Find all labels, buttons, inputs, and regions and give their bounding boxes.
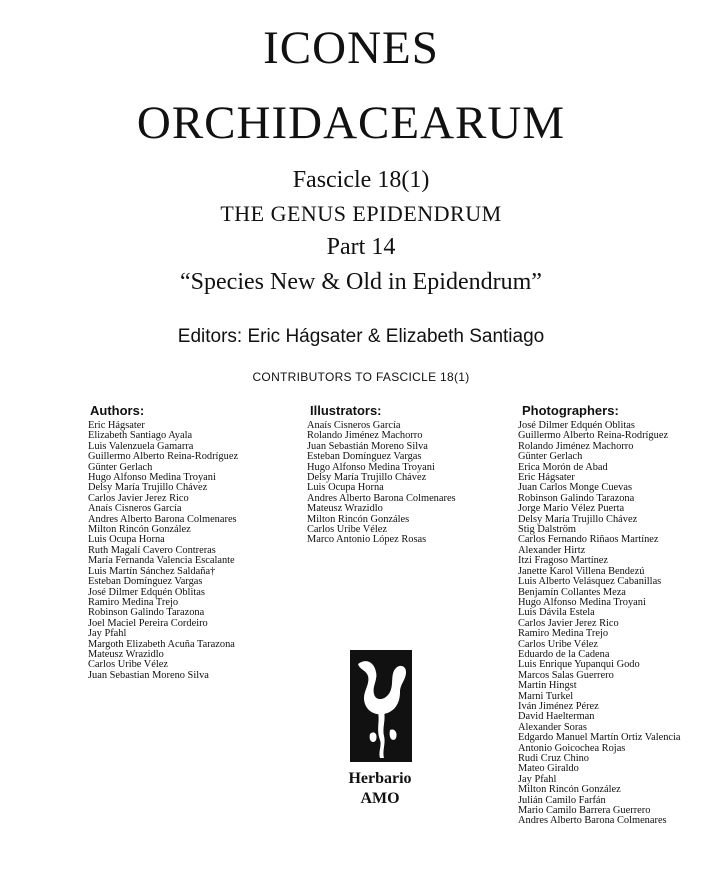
contributor-name: Juan Sebastián Moreno Silva bbox=[307, 440, 428, 452]
contributor-name: José Dilmer Edquén Oblitas bbox=[518, 420, 635, 431]
contributor-name: Janette Karol Villena Bendezú bbox=[518, 565, 645, 577]
fascicle-number: Fascicle 18(1) bbox=[292, 167, 430, 193]
contributor-name: Jorge Mario Vélez Puerta bbox=[518, 503, 625, 515]
contributor-name: Luis Ocupa Horna bbox=[88, 534, 165, 546]
editors-line: Editors: Eric Hágsater & Elizabeth Santiago bbox=[177, 326, 545, 347]
authors-list bbox=[88, 421, 238, 681]
contributor-name: Luis Ocupa Horna bbox=[307, 482, 384, 494]
illustrators-column bbox=[307, 402, 456, 546]
contributor-name: Mateusz Wrazidlo bbox=[307, 503, 383, 515]
photographers-list bbox=[518, 421, 681, 827]
contributor-name: Ramiro Medina Trejo bbox=[518, 628, 609, 640]
contributor-name: Carlos Uribe Vélez bbox=[307, 524, 388, 536]
contributor-name: Delsy María Trujillo Chávez bbox=[518, 513, 638, 525]
contributor-name: Edgardo Manuel Martín Ortiz Valencia bbox=[518, 732, 681, 744]
contributor-name: Guillermo Alberto Reina-Rodríguez bbox=[88, 451, 239, 463]
contributor-name: Marcos Salas Guerrero bbox=[518, 669, 614, 681]
contributor-name: Erica Morón de Abad bbox=[518, 461, 608, 473]
contributor-name: Rolando Jiménez Machorro bbox=[307, 430, 423, 442]
contributor-name: Anaís Cisneros García bbox=[307, 420, 401, 431]
contributor-name: Antonio Goicochea Rojas bbox=[518, 742, 626, 754]
contributor-name: Carlos Uribe Vélez bbox=[518, 638, 599, 650]
herbario-code: AMO bbox=[360, 790, 400, 807]
illustrators-list bbox=[307, 421, 456, 546]
title-orchidacearum: ORCHIDACEARUM bbox=[136, 97, 566, 149]
contributor-name: Itzi Fragoso Martínez bbox=[518, 555, 609, 567]
contributor-name: Juan Sebastian Moreno Silva bbox=[88, 669, 209, 681]
genus-title: THE GENUS EPIDENDRUM bbox=[220, 201, 502, 226]
contributor-name: David Haelterman bbox=[518, 711, 595, 723]
contributor-name: Robinson Galindo Tarazona bbox=[518, 492, 635, 504]
contributor-name: Luis Dávila Estela bbox=[518, 607, 595, 619]
contributor-name: Rolando Jiménez Machorro bbox=[518, 440, 634, 452]
contributor-name: Mateusz Wrazidlo bbox=[88, 648, 164, 660]
contributor-name: Carlos Javier Jerez Rico bbox=[518, 617, 619, 629]
contributor-name: José Dilmer Edquén Oblitas bbox=[88, 586, 205, 598]
contributor-name: Günter Gerlach bbox=[518, 451, 583, 463]
contributor-name: Alexander Soras bbox=[518, 721, 587, 733]
contributor-name: Alexander Hirtz bbox=[518, 544, 586, 556]
contributor-name: Ruth Magalí Cavero Contreras bbox=[88, 544, 216, 556]
contributor-name: Robinson Galindo Tarazona bbox=[88, 607, 205, 619]
authors-heading: Authors: bbox=[90, 403, 145, 418]
contributor-name: Milton Rincón Gonzáles bbox=[307, 513, 410, 525]
contributor-name: Delsy María Trujillo Chávez bbox=[88, 482, 208, 494]
title-icones: ICONES bbox=[263, 22, 439, 74]
orchid-flower-logo-icon bbox=[350, 650, 412, 762]
contributor-name: Delsy María Trujillo Chávez bbox=[307, 472, 427, 484]
part-number: Part 14 bbox=[326, 234, 396, 260]
contributor-name: Luis Valenzuela Gamarra bbox=[88, 440, 194, 452]
contributor-name: María Fernanda Valencia Escalante bbox=[88, 555, 235, 567]
contributor-name: Rudi Cruz Chino bbox=[518, 753, 590, 764]
contributor-name: Carlos Fernando Riñaos Martínez bbox=[518, 534, 659, 546]
contributor-name: Elizabeth Santiago Ayala bbox=[88, 430, 193, 442]
contributor-name: Esteban Domínguez Vargas bbox=[307, 451, 422, 463]
subtitle: “Species New & Old in Epidendrum” bbox=[180, 269, 542, 295]
contributor-name: Andres Alberto Barona Colmenares bbox=[88, 513, 237, 525]
contributor-name: Martin Hingst bbox=[518, 680, 577, 692]
contributor-name: Hugo Alfonso Medina Troyani bbox=[88, 472, 216, 484]
contributor-name: Andres Alberto Barona Colmenares bbox=[518, 815, 667, 827]
contributor-name: Esteban Domínguez Vargas bbox=[88, 576, 203, 588]
contributor-name: Eric Hágsater bbox=[518, 472, 575, 484]
contributor-name: Eric Hágsater bbox=[88, 420, 145, 431]
contributor-name: Andres Alberto Barona Colmenares bbox=[307, 492, 456, 504]
contributor-name: Marni Turkel bbox=[518, 690, 574, 702]
contributor-name: Milton Rincón González bbox=[518, 784, 621, 796]
contributor-name: Ramiro Medina Trejo bbox=[88, 596, 179, 608]
contributor-name: Luis Enrique Yupanqui Godo bbox=[518, 659, 640, 671]
contributor-name: Iván Jiménez Pérez bbox=[518, 700, 599, 712]
contributor-name: Jay Pfahl bbox=[88, 628, 127, 640]
contributors-heading: CONTRIBUTORS TO FASCICLE 18(1) bbox=[252, 370, 470, 384]
contributor-name: Carlos Javier Jerez Rico bbox=[88, 492, 189, 504]
herbario-name: Herbario bbox=[348, 770, 412, 787]
illustrators-heading: Illustrators: bbox=[310, 403, 382, 418]
contributor-name: Hugo Alfonso Medina Troyani bbox=[518, 596, 646, 608]
contributor-name: Milton Rincón González bbox=[88, 524, 191, 536]
contributor-name: Joel Maciel Pereira Cordeiro bbox=[88, 617, 208, 629]
contributor-name: Margoth Elizabeth Acuña Tarazona bbox=[88, 638, 235, 650]
contributor-name: Carlos Uribe Vélez bbox=[88, 659, 169, 671]
contributor-name: Mateo Giraldo bbox=[518, 763, 579, 775]
contributor-name: Juan Carlos Monge Cuevas bbox=[518, 482, 632, 494]
contributor-name: Luis Alberto Velásquez Cabanillas bbox=[518, 576, 662, 588]
contributor-name: Eduardo de la Cadena bbox=[518, 648, 610, 660]
contributor-name: Julián Camilo Farfán bbox=[518, 794, 606, 806]
contributor-name: Guillermo Alberto Reina-Rodríguez bbox=[518, 430, 669, 442]
contributor-name: Günter Gerlach bbox=[88, 461, 153, 473]
photographers-column bbox=[518, 402, 681, 827]
photographers-heading: Photographers: bbox=[522, 403, 619, 418]
contributor-name: Mario Camilo Barrera Guerrero bbox=[518, 805, 651, 817]
contributor-name: Anaís Cisneros García bbox=[88, 503, 182, 515]
contributor-name: Marco Antonio López Rosas bbox=[307, 534, 427, 546]
contributor-name: Hugo Alfonso Medina Troyani bbox=[307, 461, 435, 473]
contributor-name: Benjamín Collantes Meza bbox=[518, 586, 626, 598]
contributor-name: Luis Martín Sánchez Saldaña† bbox=[88, 565, 216, 577]
contributor-name: Jay Pfahl bbox=[518, 773, 557, 785]
authors-column bbox=[88, 402, 238, 681]
contributor-name: Stig Dalström bbox=[518, 524, 577, 536]
